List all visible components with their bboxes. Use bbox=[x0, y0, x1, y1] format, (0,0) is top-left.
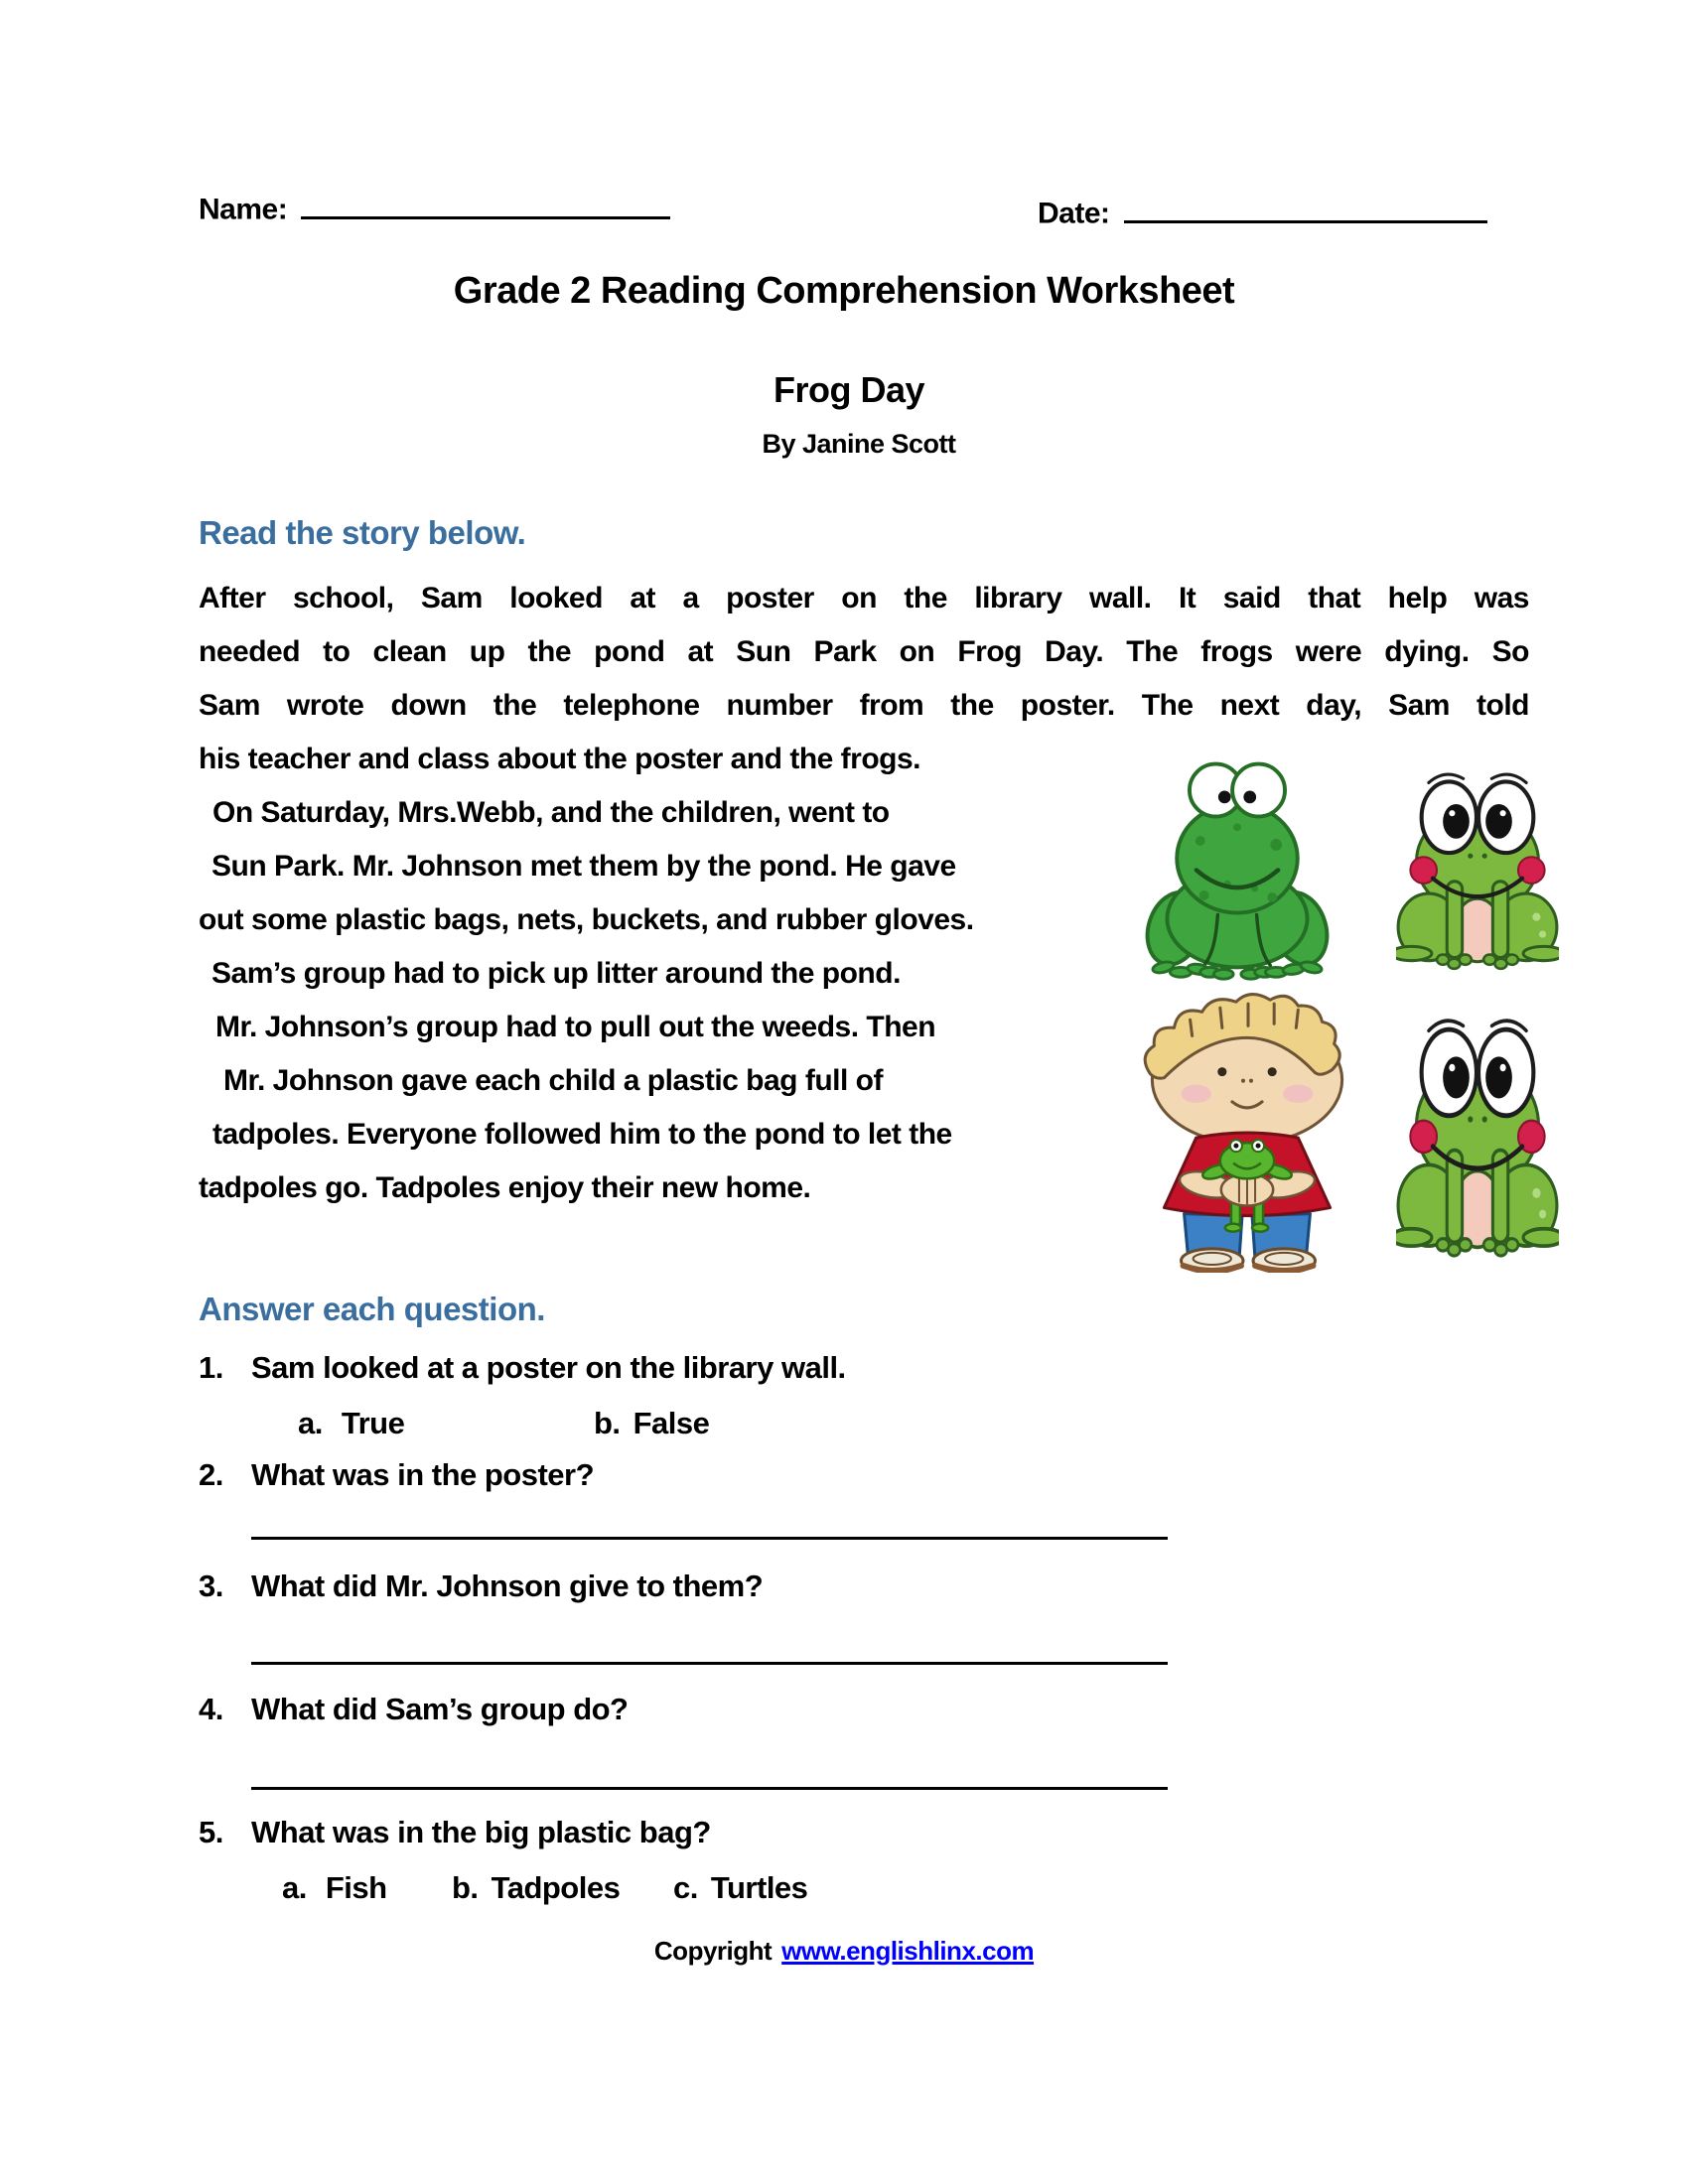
question-1-options bbox=[199, 1406, 1529, 1445]
question-number: 4. bbox=[199, 1692, 223, 1726]
date-input-line[interactable] bbox=[1124, 195, 1487, 223]
answer-line-q3[interactable] bbox=[251, 1662, 1168, 1665]
question-text: Sam looked at a poster on the library wall. bbox=[251, 1350, 846, 1385]
question-text: What was in the big plastic bag? bbox=[251, 1815, 711, 1849]
story-line: Mr. Johnson gave each child a plastic bag full of bbox=[223, 1064, 883, 1097]
cute-frog-image bbox=[1396, 1009, 1559, 1261]
green-frog-image bbox=[1140, 751, 1335, 981]
question-text: What did Sam’s group do? bbox=[251, 1692, 629, 1726]
name-label: Name: bbox=[199, 193, 288, 226]
name-field bbox=[199, 191, 670, 227]
question-number: 2. bbox=[199, 1457, 223, 1492]
copyright-label: Copyright bbox=[653, 1936, 773, 1966]
question-2 bbox=[199, 1457, 594, 1493]
question-1 bbox=[199, 1350, 846, 1386]
q5-option-a[interactable]: a. Fish bbox=[282, 1870, 387, 1905]
byline: By Janine Scott bbox=[762, 429, 956, 459]
q1-option-a[interactable]: a. True bbox=[298, 1406, 405, 1440]
date-field bbox=[1038, 195, 1487, 231]
question-text: What was in the poster? bbox=[251, 1457, 595, 1492]
answer-line-q2[interactable] bbox=[251, 1537, 1168, 1540]
q5-option-c[interactable]: c. Turtles bbox=[673, 1870, 808, 1905]
story-line: Mr. Johnson’s group had to pull out the weeds. Then bbox=[215, 1011, 936, 1043]
story-line: tadpoles. Everyone followed him to the pond to let the bbox=[212, 1118, 952, 1151]
cute-frog-image bbox=[1396, 764, 1559, 973]
page-title: Grade 2 Reading Comprehension Worksheet bbox=[453, 270, 1235, 312]
story-line: Sun Park. Mr. Johnson met them by the pond. He gave bbox=[211, 850, 956, 883]
story-line: his teacher and class about the poster and the frogs. bbox=[199, 743, 921, 775]
date-label: Date: bbox=[1038, 197, 1110, 230]
story-line: Sam wrote down the telephone number from the poster. The next day, Sam told bbox=[199, 689, 1529, 722]
story-line: out some plastic bags, nets, buckets, and rubber gloves. bbox=[199, 903, 974, 936]
englishlinx-link[interactable]: www.englishlinx.com bbox=[781, 1936, 1035, 1966]
footer bbox=[0, 1936, 1688, 1967]
story-title: Frog Day bbox=[773, 369, 925, 410]
question-4 bbox=[199, 1692, 629, 1727]
answer-line-q4[interactable] bbox=[251, 1787, 1168, 1790]
name-input-line[interactable] bbox=[301, 191, 670, 219]
story-line: needed to clean up the pond at Sun Park on Frog Day. The frogs were dying. So bbox=[199, 635, 1529, 668]
question-3 bbox=[199, 1569, 763, 1604]
question-number: 3. bbox=[199, 1569, 223, 1603]
story-line: After school, Sam looked at a poster on the library wall. It said that help was bbox=[199, 582, 1529, 614]
story-line: On Saturday, Mrs.Webb, and the children, went to bbox=[212, 796, 890, 829]
question-number: 1. bbox=[199, 1350, 223, 1385]
q1-option-b[interactable]: b. False bbox=[594, 1406, 710, 1440]
question-number: 5. bbox=[199, 1815, 223, 1849]
read-story-heading: Read the story below. bbox=[199, 514, 526, 551]
story-paragraph-narrow bbox=[199, 786, 1142, 1215]
story-line: tadpoles go. Tadpoles enjoy their new home. bbox=[199, 1171, 811, 1204]
boy-holding-frog-image bbox=[1132, 978, 1362, 1273]
question-text: What did Mr. Johnson give to them? bbox=[251, 1569, 764, 1603]
q5-option-b[interactable]: b. Tadpoles bbox=[452, 1870, 621, 1905]
answer-questions-heading: Answer each question. bbox=[199, 1291, 545, 1327]
question-5 bbox=[199, 1815, 711, 1850]
story-line: Sam’s group had to pick up litter around the pond. bbox=[211, 957, 901, 990]
question-5-options bbox=[199, 1870, 1529, 1910]
